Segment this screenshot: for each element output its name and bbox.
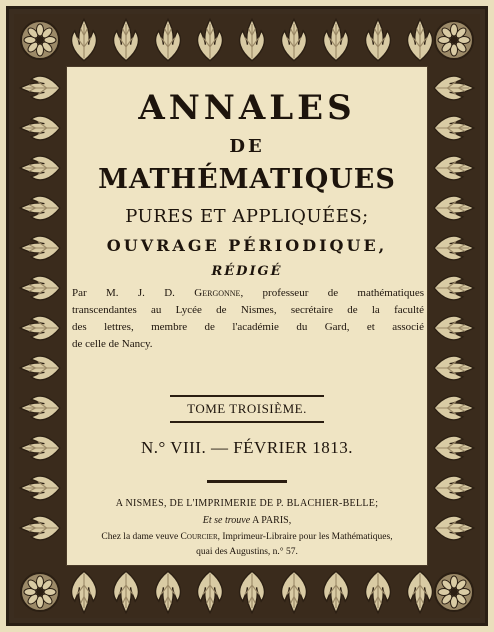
corner-rosette-ornament [21, 573, 59, 611]
acanthus-leaf [20, 116, 60, 140]
imprint-seller-prefix: Chez la dame veuve [101, 532, 181, 542]
acanthus-leaf [20, 316, 60, 340]
editor-line-1 [72, 285, 424, 302]
acanthus-leaf [434, 76, 474, 100]
imprint-line-2 [66, 515, 428, 526]
corner-rosette-ornament [21, 21, 59, 59]
acanthus-leaf [20, 196, 60, 220]
acanthus-leaf [20, 356, 60, 380]
volume-label: TOME TROISIÈME. [187, 401, 307, 416]
divider-rule [207, 480, 287, 483]
acanthus-leaf [434, 316, 474, 340]
journal-title: ANNALES [138, 88, 356, 128]
left-ornament-band [14, 66, 66, 566]
corner-rosette-ornament [435, 21, 473, 59]
acanthus-leaf [20, 156, 60, 180]
acanthus-leaf [240, 19, 265, 60]
acanthus-leaf [20, 436, 60, 460]
acanthus-leaf [324, 19, 349, 60]
acanthus-leaf [434, 356, 474, 380]
acanthus-leaf [156, 571, 181, 612]
acanthus-leaf [434, 436, 474, 460]
acanthus-leaf [408, 571, 433, 612]
acanthus-leaf [434, 396, 474, 420]
editor-statement [72, 285, 424, 353]
editor-line-3: des lettres, membre de l'académie du Gard, et associé [72, 321, 424, 333]
acanthus-leaf [20, 236, 60, 260]
acanthus-leaf [434, 236, 474, 260]
issue-label: N.° VIII. — FÉVRIER 1813. [140, 438, 354, 457]
acanthus-leaf [72, 19, 97, 60]
imprint-line-4: quai des Augustins, n.° 57. [196, 547, 298, 557]
acanthus-leaf [198, 19, 223, 60]
imprint-available-at: Et se trouve [202, 515, 251, 526]
acanthus-border-ornament [14, 66, 66, 566]
acanthus-leaf [366, 19, 391, 60]
acanthus-leaf [156, 19, 181, 60]
acanthus-leaf [366, 571, 391, 612]
top-ornament-band [14, 14, 480, 66]
imprint-city: A PARIS, [250, 515, 292, 526]
acanthus-border-ornament [14, 566, 480, 618]
publication-type: OUVRAGE PÉRIODIQUE, [106, 236, 388, 255]
acanthus-leaf [20, 276, 60, 300]
acanthus-leaf [282, 571, 307, 612]
editor-line-2: transcendantes au Lycée de Nismes, secrétaire de la faculté [72, 304, 424, 316]
edited-by-label: RÉDIGÉ [211, 264, 283, 279]
acanthus-leaf [282, 19, 307, 60]
journal-subject: MATHÉMATIQUES [98, 164, 396, 195]
editor-title: , professeur de mathématiques [240, 287, 425, 299]
corner-rosette-ornament [435, 573, 473, 611]
acanthus-leaf [434, 156, 474, 180]
divider-rule [170, 395, 324, 397]
acanthus-leaf [434, 516, 474, 540]
imprint-seller-name: Courcier [180, 532, 218, 542]
acanthus-leaf [20, 516, 60, 540]
acanthus-leaf [324, 571, 349, 612]
title-panel [66, 66, 428, 566]
journal-subtitle: PURES ET APPLIQUÉES; [125, 206, 369, 227]
imprint-line-1: A NISMES, DE L'IMPRIMERIE DE P. BLACHIER-BELLE; [115, 498, 379, 509]
acanthus-leaf [434, 476, 474, 500]
editor-prefix: Par M. J. D. [72, 287, 195, 299]
acanthus-border-ornament [14, 14, 480, 66]
acanthus-leaf [20, 396, 60, 420]
acanthus-leaf [114, 19, 139, 60]
acanthus-leaf [20, 76, 60, 100]
acanthus-leaf [434, 116, 474, 140]
bottom-ornament-band [14, 566, 480, 618]
title-connector: DE [229, 136, 265, 157]
divider-rule [170, 421, 324, 423]
acanthus-leaf [240, 571, 265, 612]
right-ornament-band [428, 66, 480, 566]
imprint-seller-title: , Imprimeur-Libraire pour les Mathématiques, [217, 532, 393, 542]
acanthus-leaf [198, 571, 223, 612]
acanthus-border-ornament [428, 66, 480, 566]
editor-line-4: de celle de Nancy. [72, 338, 153, 350]
acanthus-leaf [408, 19, 433, 60]
acanthus-leaf [72, 571, 97, 612]
acanthus-leaf [20, 476, 60, 500]
editor-name: Gergonne [194, 287, 241, 299]
acanthus-leaf [114, 571, 139, 612]
acanthus-leaf [434, 276, 474, 300]
imprint-line-3 [66, 532, 428, 542]
acanthus-leaf [434, 196, 474, 220]
